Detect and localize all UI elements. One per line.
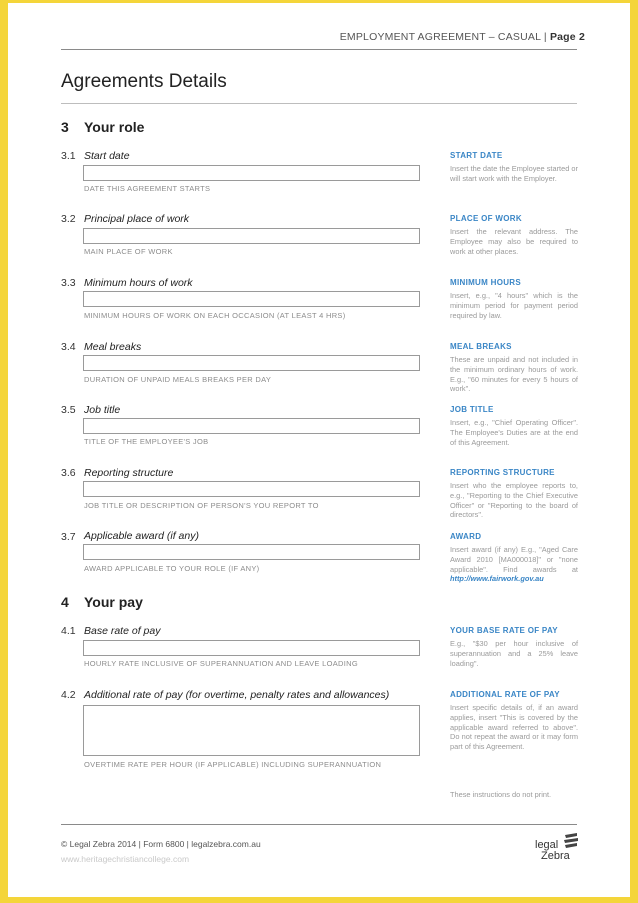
watermark-text: www.heritagechristiancollege.com — [61, 854, 190, 864]
item-number: 4.1 — [61, 625, 76, 637]
item-number: 3.7 — [61, 531, 76, 543]
item-number: 3.5 — [61, 404, 76, 416]
side-note: Insert the date the Employee started or will start work with the Employer. — [450, 164, 578, 183]
header-title: EMPLOYMENT AGREEMENT – CASUAL — [339, 31, 541, 43]
instructions-note: These instructions do not print. — [450, 790, 552, 799]
field-label: Meal breaks — [84, 341, 142, 353]
section-title: Your pay — [84, 594, 143, 610]
section-title: Your role — [84, 119, 145, 135]
running-header — [340, 31, 585, 43]
side-heading: START DATE — [450, 151, 503, 160]
header-separator: | — [540, 31, 550, 43]
field-label: Minimum hours of work — [84, 277, 193, 289]
title-rule — [61, 103, 577, 104]
side-note-text: Insert award (if any) E.g., "Aged Care Award 2010 [MA000018]" or "none applicable". Find awards at — [450, 545, 578, 574]
side-heading: JOB TITLE — [450, 405, 494, 414]
item-number: 3.1 — [61, 150, 76, 162]
side-heading: AWARD — [450, 532, 482, 541]
section-number: 4 — [61, 594, 69, 610]
minimum-hours-field[interactable] — [83, 291, 420, 307]
side-heading: YOUR BASE RATE OF PAY — [450, 626, 558, 635]
side-note — [450, 545, 578, 584]
additional-rate-field[interactable] — [83, 705, 420, 756]
item-number: 3.6 — [61, 467, 76, 479]
meal-breaks-field[interactable] — [83, 355, 420, 371]
field-label: Job title — [84, 404, 121, 416]
field-caption: MAIN PLACE OF WORK — [84, 247, 173, 256]
field-caption: MINIMUM HOURS OF WORK ON EACH OCCASION (AT LEAST 4 HRS) — [84, 311, 346, 320]
item-number: 3.2 — [61, 213, 76, 225]
field-label: Applicable award (if any) — [84, 530, 199, 542]
side-note: Insert, e.g., "Chief Operating Officer". The Employee's Duties are at the end of this Agreement. — [450, 418, 578, 447]
zebra-stripes-icon — [563, 832, 579, 850]
side-note: Insert who the employee reports to, e.g., "Reporting to the Chief Executive Officer" or "Reporting to the board of directors". — [450, 481, 578, 520]
document-page — [8, 3, 630, 897]
field-caption: TITLE OF THE EMPLOYEE'S JOB — [84, 437, 209, 446]
field-caption: AWARD APPLICABLE TO YOUR ROLE (IF ANY) — [84, 564, 260, 573]
side-heading: MEAL BREAKS — [450, 342, 512, 351]
side-heading: ADDITIONAL RATE OF PAY — [450, 690, 560, 699]
applicable-award-field[interactable] — [83, 544, 420, 560]
field-label: Start date — [84, 150, 130, 162]
start-date-field[interactable] — [83, 165, 420, 181]
field-caption: DATE THIS AGREEMENT STARTS — [84, 184, 211, 193]
place-of-work-field[interactable] — [83, 228, 420, 244]
side-heading: MINIMUM HOURS — [450, 278, 522, 287]
page-title: Agreements Details — [61, 71, 227, 92]
field-caption: HOURLY RATE INCLUSIVE OF SUPERANNUATION AND LEAVE LOADING — [84, 659, 358, 668]
job-title-field[interactable] — [83, 418, 420, 434]
side-note: E.g., "$30 per hour inclusive of superannuation and a 25% leave loading". — [450, 639, 578, 668]
legal-zebra-logo — [533, 830, 583, 870]
section-number: 3 — [61, 119, 69, 135]
item-number: 4.2 — [61, 689, 76, 701]
side-note: Insert, e.g., "4 hours" which is the minimum period for payment period required by law. — [450, 291, 578, 320]
field-caption: DURATION OF UNPAID MEALS BREAKS PER DAY — [84, 375, 272, 384]
header-page: Page 2 — [549, 31, 585, 43]
field-label: Base rate of pay — [84, 625, 161, 637]
fairwork-link[interactable]: http://www.fairwork.gov.au — [450, 574, 544, 584]
reporting-structure-field[interactable] — [83, 481, 420, 497]
footer-text: © Legal Zebra 2014 | Form 6800 | legalzebra.com.au — [61, 839, 261, 849]
item-number: 3.4 — [61, 341, 76, 353]
side-heading: PLACE OF WORK — [450, 214, 522, 223]
base-rate-field[interactable] — [83, 640, 420, 656]
field-label: Additional rate of pay (for overtime, penalty rates and allowances) — [84, 689, 390, 701]
side-heading: REPORTING STRUCTURE — [450, 468, 555, 477]
field-label: Reporting structure — [84, 467, 174, 479]
field-label: Principal place of work — [84, 213, 190, 225]
side-note: Insert the relevant address. The Employee may also be required to work at other places. — [450, 227, 578, 256]
footer-rule — [61, 824, 577, 825]
item-number: 3.3 — [61, 277, 76, 289]
logo-word-zebra: Zebra — [541, 850, 570, 862]
field-caption: OVERTIME RATE PER HOUR (IF APPLICABLE) INCLUDING SUPERANNUATION — [84, 760, 382, 769]
side-note: Insert specific details of, if an award applies, insert "This is covered by the applicable award referred to above". Do not repeat the award or it may form part of this Agreement. — [450, 703, 578, 752]
logo-word-legal: legal — [535, 839, 559, 851]
side-note: These are unpaid and not included in the minimum ordinary hours of work. E.g., "60 minutes for every 5 hours of work". — [450, 355, 578, 394]
field-caption: JOB TITLE OR DESCRIPTION OF PERSON'S YOU REPORT TO — [84, 501, 319, 510]
header-rule — [61, 49, 577, 50]
